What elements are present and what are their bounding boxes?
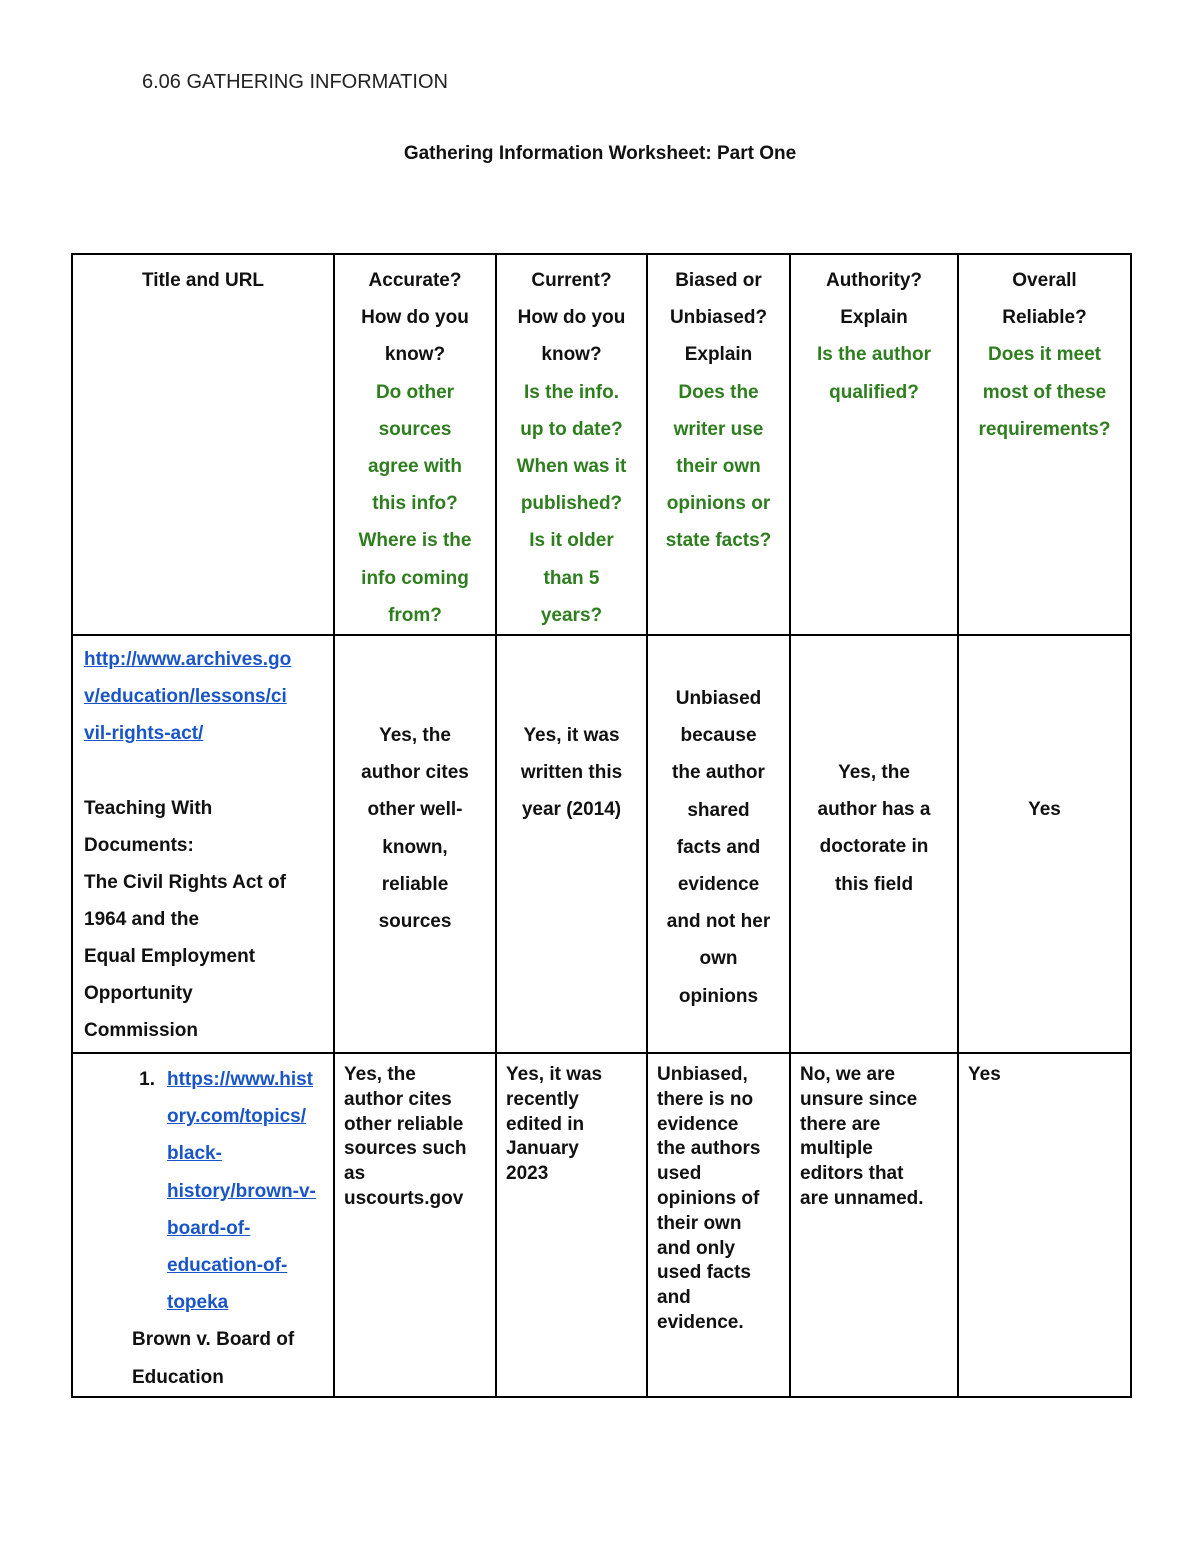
header-prompt-line: Is it older [529,530,614,552]
header-prompt-line: Is the info. [524,381,619,403]
cell-text-line: there are [800,1113,881,1135]
header-label-line: Title and URL [141,270,265,291]
header-prompt-line: years? [540,604,603,626]
source-title-line: Opportunity [84,982,193,1004]
worksheet-table [71,253,1132,1398]
header-authority [790,254,958,635]
header-prompt-line: agree with [368,456,462,478]
cell-text-line: this field [834,873,914,895]
header-label-line: Explain [840,307,908,329]
cell-text-line: used facts [657,1262,751,1284]
cell-text-line: doctorate in [819,836,929,858]
header-title-url [72,254,334,635]
row2-authority-cell [790,1053,958,1397]
source-title-line: Education [132,1366,224,1388]
source-url-line[interactable]: board-of- [167,1217,251,1239]
source-title-line: Documents: [84,834,194,856]
cell-text-line: are unnamed. [800,1188,924,1210]
row1-overall-cell [958,635,1131,1053]
source-url-line[interactable]: black- [167,1143,222,1165]
source-title-line: 1964 and the [84,908,200,930]
cell-text-line: recently [506,1088,579,1110]
header-prompt-line: their own [676,456,761,478]
cell-text-line: Yes, it was [506,1064,603,1086]
cell-text-line: because [680,725,757,747]
cell-text-line: edited in [506,1113,585,1135]
header-prompt-line: this info? [372,493,458,515]
header-prompt-line: state facts? [665,530,772,552]
cell-text-line: written this [520,762,623,784]
row1-source-link[interactable] [84,641,325,753]
cell-text-line: No, we are [800,1064,896,1086]
row2-source-link[interactable] [167,1061,327,1321]
cell-text-line: multiple [800,1138,873,1160]
cell-text-line: Unbiased [675,688,762,710]
cell-text-line: the author [672,762,765,784]
row2-source-title [132,1321,327,1395]
header-prompt-line: Does it meet [988,344,1101,366]
row1-title-url-cell [72,635,334,1053]
header-label-line: Authority? [825,270,923,291]
row2-overall-cell [958,1053,1131,1397]
cell-text-line: the authors [657,1138,761,1160]
source-url-line[interactable]: v/education/lessons/ci [84,686,287,708]
source-url-line[interactable]: topeka [167,1292,229,1314]
header-current [496,254,647,635]
header-prompt-line: published? [520,493,623,515]
header-label-line: How do you [517,307,626,329]
header-row [72,254,1131,635]
cell-text-line: opinions of [657,1188,760,1210]
row2-list-number: 1. [139,1069,155,1091]
header-prompt-line: than 5 [543,567,600,589]
header-label-line: Current? [531,270,612,291]
header-label-line: Unbiased? [669,307,768,329]
cell-text-line: there is no [657,1088,754,1110]
cell-text-line: used [657,1163,702,1185]
header-overall [958,254,1131,635]
cell-text-line: author has a [817,799,931,821]
cell-text-line: their own [657,1212,742,1234]
header-prompt-line: info coming [361,567,469,589]
cell-text-line: year (2014) [521,799,622,821]
table-row [72,635,1131,1053]
header-prompt-line: most of these [982,381,1107,403]
source-title-line: Equal Employment [84,945,256,967]
source-title-line: Teaching With [84,797,213,819]
source-title-line: Commission [84,1019,199,1041]
cell-text-line: as [344,1163,366,1185]
header-label-line: Overall [1012,270,1077,291]
cell-text-line: Yes, the [379,725,451,747]
row1-biased-cell [647,635,790,1053]
header-prompt-line: Do other [375,381,455,403]
header-prompt-line: requirements? [978,418,1111,440]
header-prompt-line: from? [388,604,442,626]
header-prompt-line: Does the [678,381,759,403]
source-title-line: The Civil Rights Act of [84,871,286,893]
source-url-line[interactable]: vil-rights-act/ [84,723,204,745]
source-url-line[interactable]: ory.com/topics/ [167,1106,307,1128]
header-prompt-line: Where is the [358,530,472,552]
header-label-line: Accurate? [368,270,462,291]
row1-source-title [84,790,325,1049]
row2-biased-cell [647,1053,790,1397]
row2-overall-value: Yes [968,1064,1001,1086]
cell-text-line: reliable [381,873,449,895]
source-url-line[interactable]: https://www.hist [167,1069,314,1091]
worksheet-title: Gathering Information Worksheet: Part One [403,143,797,164]
header-prompt-line: When was it [516,456,627,478]
header-prompt-line: writer use [673,418,764,440]
cell-text-line: sources such [344,1138,467,1160]
cell-text-line: and [657,1287,691,1309]
cell-text-line: shared [687,799,750,821]
source-url-line[interactable]: history/brown-v- [167,1180,316,1202]
row1-current-cell [496,635,647,1053]
row1-authority-cell [790,635,958,1053]
cell-text-line: other well- [367,799,463,821]
cell-text-line: author cites [344,1088,452,1110]
row1-overall-value: Yes [1028,799,1061,821]
cell-text-line: Yes, it was [523,725,620,747]
source-url-line[interactable]: education-of- [167,1255,288,1277]
cell-text-line: uscourts.gov [344,1188,464,1210]
header-label-line: Reliable? [1002,307,1087,329]
header-prompt-line: qualified? [829,381,919,403]
row1-accurate-cell [334,635,496,1053]
cell-text-line: January [506,1138,579,1160]
row2-current-cell [496,1053,647,1397]
cell-text-line: opinions [678,985,759,1007]
row2-accurate-cell [334,1053,496,1397]
cell-text-line: 2023 [506,1163,549,1185]
header-prompt-line: opinions or [666,493,771,515]
header-label-line: Biased or [675,270,762,291]
cell-text-line: and only [657,1237,736,1259]
header-accurate [334,254,496,635]
cell-text-line: evidence [657,1113,739,1135]
cell-text-line: author cites [361,762,469,784]
header-prompt-line: up to date? [520,418,623,440]
cell-text-line: facts and [676,836,761,858]
cell-text-line: unsure since [800,1088,918,1110]
header-label-line: know? [541,344,602,366]
cell-text-line: evidence [677,874,760,896]
cell-text-line: known, [382,836,448,858]
document-header: 6.06 GATHERING INFORMATION [142,71,448,93]
header-prompt-line: Is the author [816,344,931,366]
header-biased [647,254,790,635]
header-label-line: know? [384,344,446,366]
header-label-line: Explain [684,344,753,366]
cell-text-line: sources [378,911,452,933]
cell-text-line: Unbiased, [657,1064,748,1086]
cell-text-line: evidence. [657,1312,744,1333]
header-label-line: How do you [361,307,469,329]
header-prompt-line: sources [378,418,452,440]
cell-text-line: Yes, the [344,1064,416,1086]
source-title-line: Brown v. Board of [132,1329,295,1351]
cell-text-line: own [699,948,738,970]
cell-text-line: Yes, the [838,762,910,784]
cell-text-line: other reliable [344,1113,464,1135]
table-row [72,1053,1131,1397]
cell-text-line: and not her [666,911,771,933]
cell-text-line: editors that [800,1163,904,1185]
source-url-line[interactable]: http://www.archives.go [84,649,292,671]
row2-title-url-cell [72,1053,334,1397]
